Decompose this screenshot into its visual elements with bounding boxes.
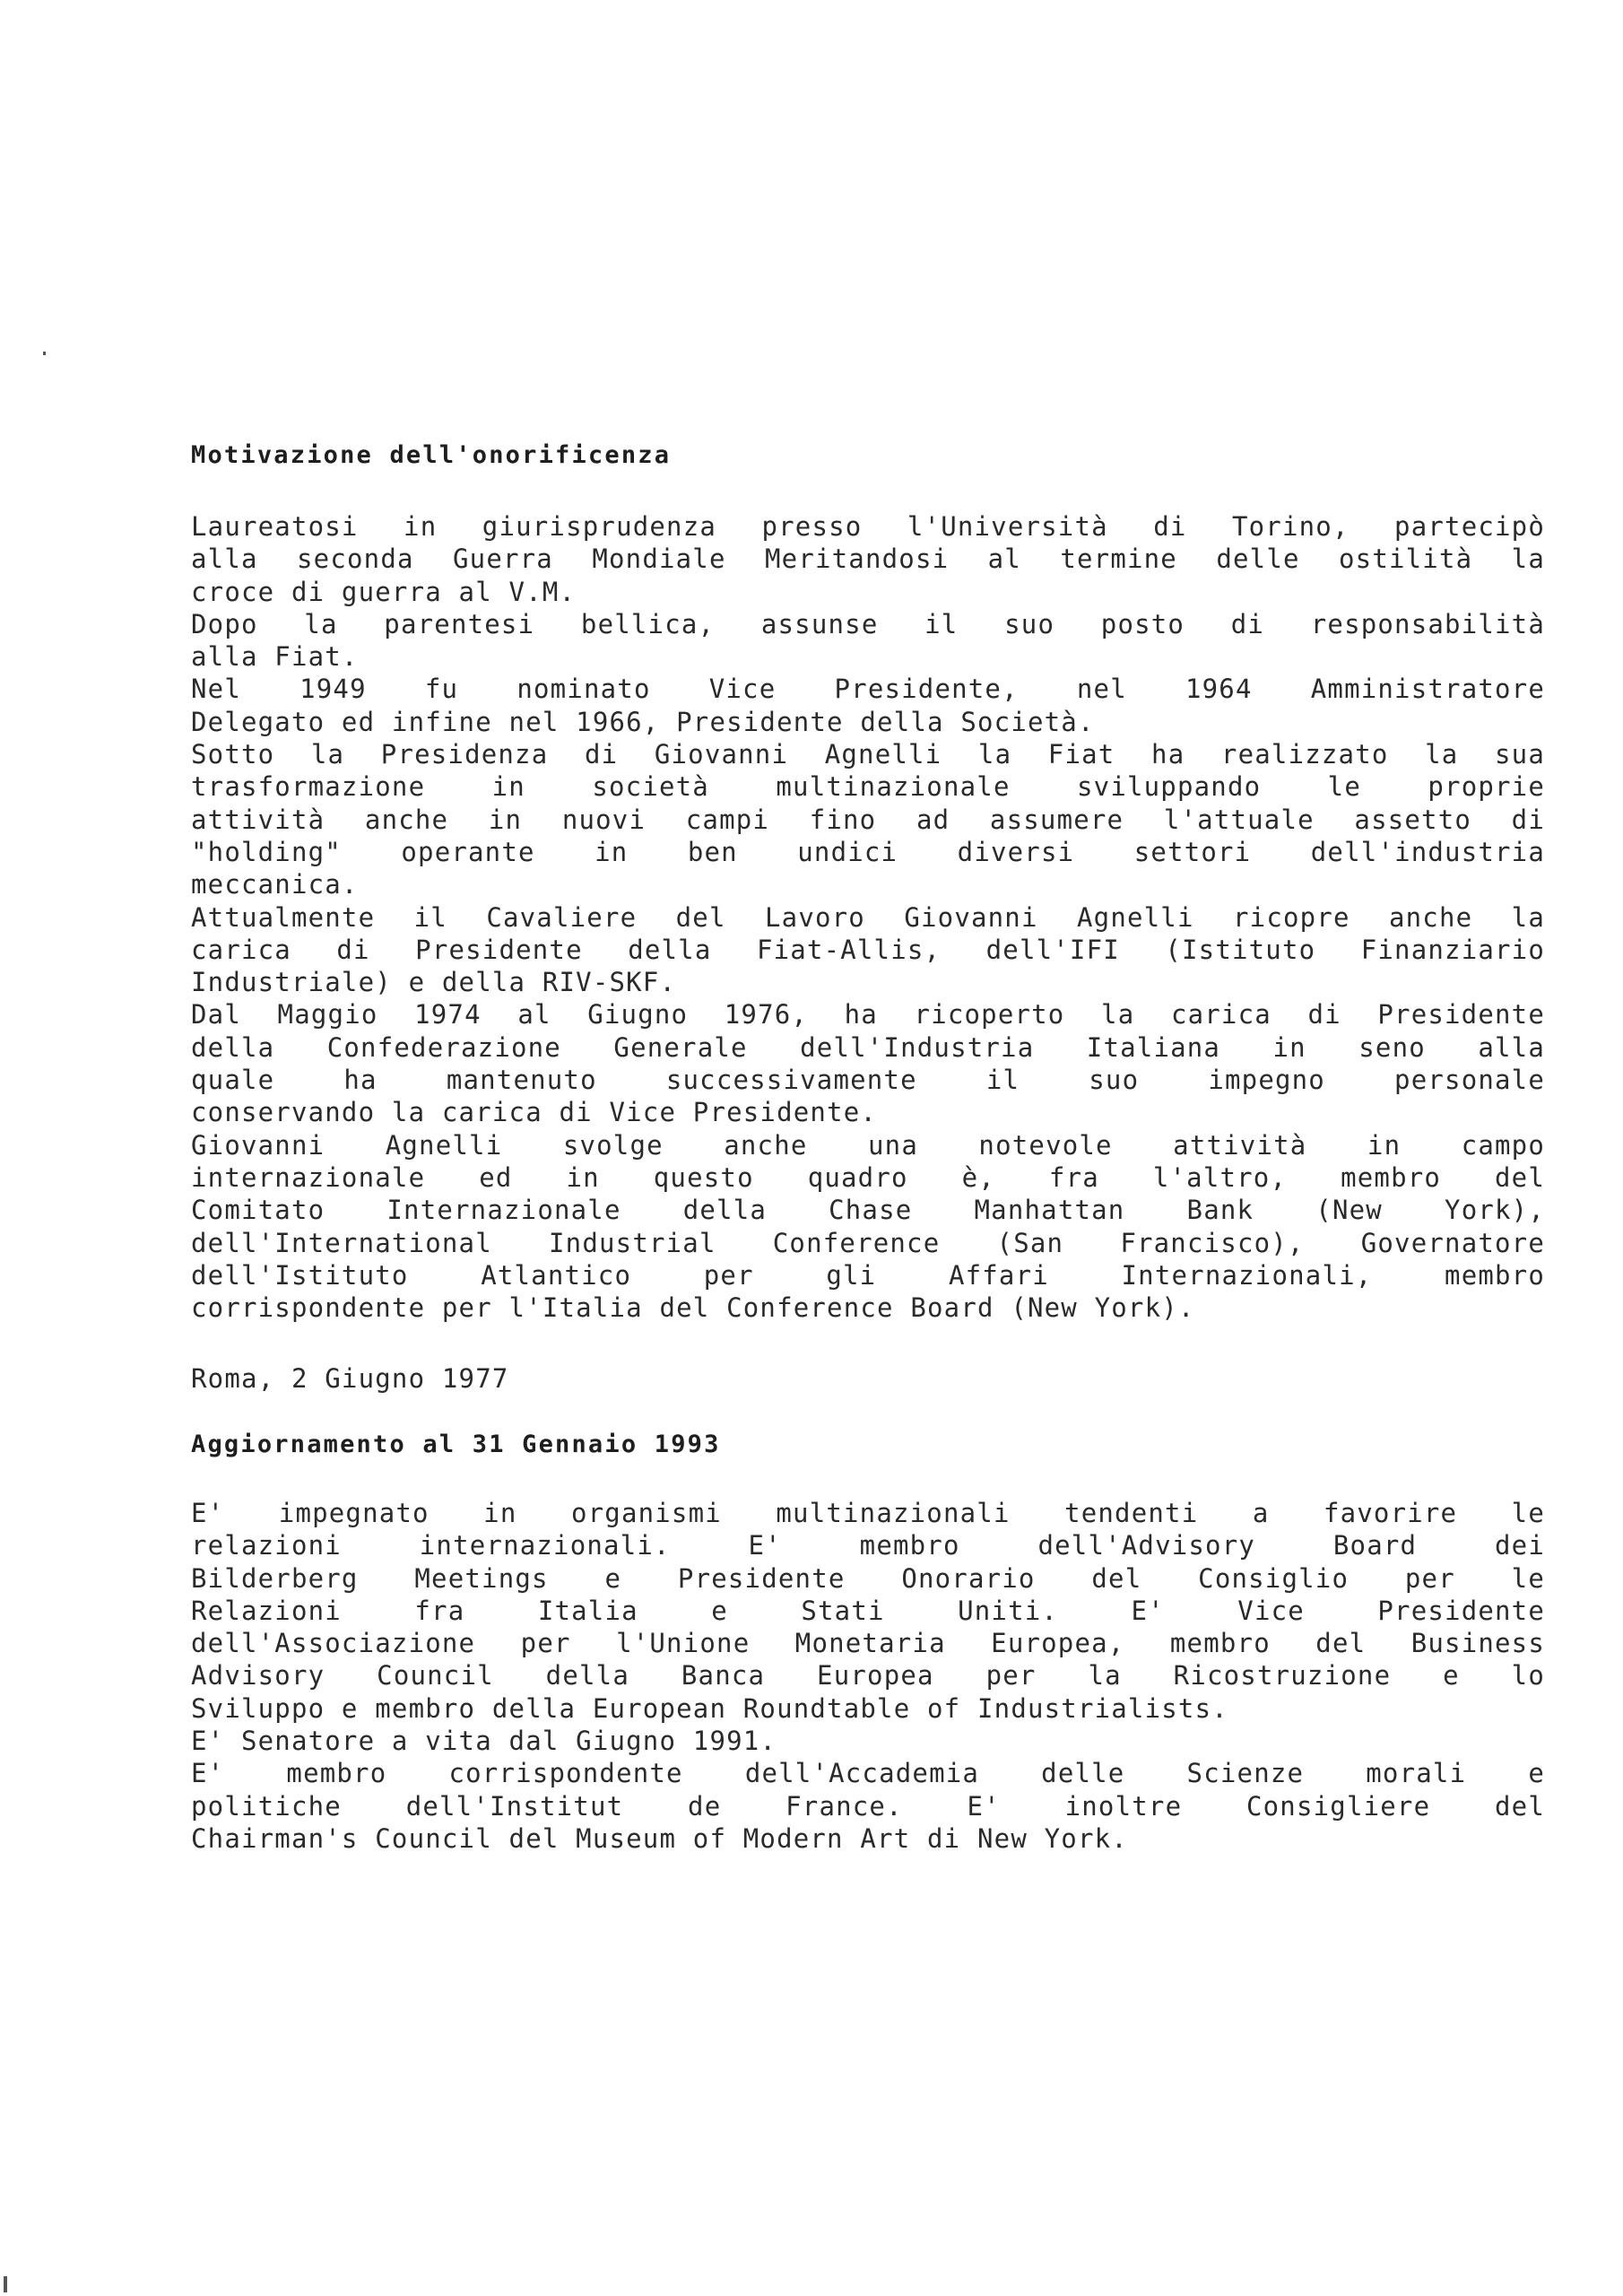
text-line: Chairman's Council del Museum of Modern Art di New York. <box>191 1822 1128 1854</box>
text-line: E' impegnato in organismi multinazionali tendenti a favorire le <box>191 1498 1545 1528</box>
text-line: Dopo la parentesi bellica, assunse il suo posto di responsabilità <box>191 608 1545 639</box>
text-line: Nel 1949 fu nominato Vice Presidente, nel 1964 Amministratore <box>191 674 1545 705</box>
section-heading-motivazione: Motivazione dell'onorificenza <box>191 441 672 469</box>
text-line: Dal Maggio 1974 al Giugno 1976, ha ricoperto la carica di Presidente <box>191 999 1545 1031</box>
text-line: Laureatosi in giurisprudenza presso l'Università di Torino, partecipò <box>191 511 1545 542</box>
text-line: E' Senatore a vita dal Giugno 1991. <box>191 1726 777 1757</box>
text-line: dell'Associazione per l'Unione Monetaria Europea, membro del Business <box>191 1628 1545 1659</box>
scan-edge-mark <box>4 2276 7 2292</box>
motivazione-text <box>191 510 1545 1324</box>
text-line: Sotto la Presidenza di Giovanni Agnelli la Fiat ha realizzato la sua <box>191 739 1545 770</box>
text-line: dell'International Industrial Conference (San Francisco), Governatore <box>191 1227 1545 1258</box>
text-line: Sviluppo e membro della European Roundtable of Industrialists. <box>191 1692 1228 1724</box>
scan-speck <box>43 352 46 355</box>
text-line: internazionale ed in questo quadro è, fra l'altro, membro del <box>191 1161 1545 1193</box>
text-line: Attualmente il Cavaliere del Lavoro Giovanni Agnelli ricopre anche la <box>191 901 1545 933</box>
text-line: attività anche in nuovi campi fino ad assumere l'attuale assetto di <box>191 804 1545 835</box>
text-line: Giovanni Agnelli svolge anche una notevole attività in campo <box>191 1129 1545 1161</box>
text-line: della Confederazione Generale dell'Industria Italiana in seno alla <box>191 1031 1545 1063</box>
text-line: "holding" operante in ben undici diversi settori dell'industria <box>191 836 1545 867</box>
text-line: Comitato Internazionale della Chase Manhattan Bank (New York), <box>191 1195 1545 1226</box>
text-line: croce di guerra al V.M. <box>191 576 577 607</box>
text-line: carica di Presidente della Fiat-Allis, dell'IFI (Istituto Finanziario <box>191 934 1545 965</box>
text-line: alla seconda Guerra Mondiale Meritandosi al termine delle ostilità la <box>191 544 1545 575</box>
text-line: quale ha mantenuto successivamente il suo impegno personale <box>191 1065 1545 1096</box>
text-line: alla Fiat. <box>191 641 359 673</box>
text-line: politiche dell'Institut de France. E' inoltre Consigliere del <box>191 1790 1545 1822</box>
section-heading-aggiornamento: Aggiornamento al 31 Gennaio 1993 <box>191 1431 721 1458</box>
dateline: Roma, 2 Giugno 1977 <box>191 1363 509 1394</box>
text-line: E' membro corrispondente dell'Accademia delle Scienze morali e <box>191 1758 1545 1789</box>
text-line: dell'Istituto Atlantico per gli Affari Internazionali, membro <box>191 1259 1545 1291</box>
text-line: meccanica. <box>191 869 359 900</box>
aggiornamento-text <box>191 1497 1545 1855</box>
text-line: relazioni internazionali. E' membro dell'Advisory Board dei <box>191 1530 1545 1561</box>
text-line: corrispondente per l'Italia del Conference Board (New York). <box>191 1292 1195 1324</box>
text-line: conservando la carica di Vice Presidente. <box>191 1097 878 1128</box>
text-line: Bilderberg Meetings e Presidente Onorario del Consiglio per le <box>191 1562 1545 1594</box>
text-line: Advisory Council della Banca Europea per la Ricostruzione e lo <box>191 1660 1545 1692</box>
text-line: Delegato ed infine nel 1966, Presidente della Società. <box>191 706 1095 737</box>
text-line: Relazioni fra Italia e Stati Uniti. E' Vice Presidente <box>191 1595 1545 1626</box>
text-line: Industriale) e della RIV-SKF. <box>191 967 677 998</box>
text-line: trasformazione in società multinazionale sviluppando le proprie <box>191 771 1545 803</box>
